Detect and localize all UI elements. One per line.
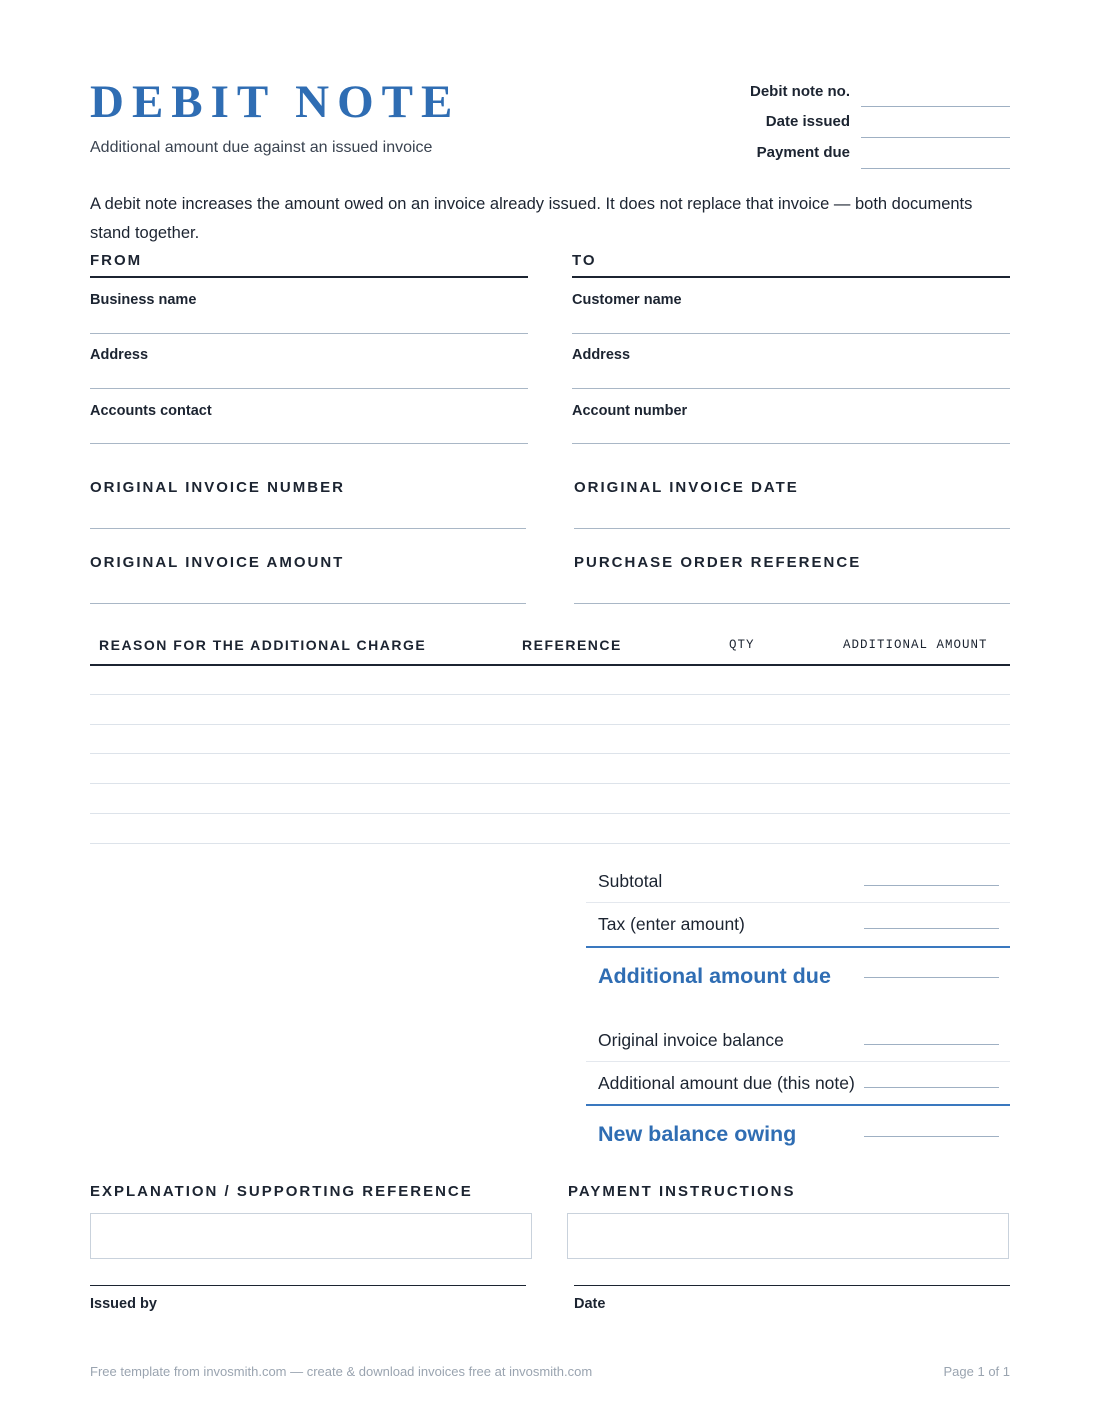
date-issued-field[interactable] xyxy=(861,137,1010,138)
from-address-label: Address xyxy=(90,347,149,363)
date-issued-label: Date issued xyxy=(765,113,850,130)
signature-date-label: Date xyxy=(574,1296,606,1312)
to-rule xyxy=(572,276,1010,278)
additional-this-note-field[interactable] xyxy=(864,1087,999,1088)
table-header-rule xyxy=(90,664,1010,666)
original-invoice-number-field[interactable] xyxy=(90,528,526,529)
balance-separator xyxy=(586,1061,1010,1062)
table-row[interactable] xyxy=(90,694,1010,695)
original-invoice-date-label: ORIGINAL INVOICE DATE xyxy=(574,479,799,496)
purchase-order-reference-field[interactable] xyxy=(574,603,1010,604)
original-invoice-balance-field[interactable] xyxy=(864,1044,999,1045)
issued-by-label: Issued by xyxy=(90,1296,157,1312)
balance-blue-rule xyxy=(586,1104,1010,1106)
column-header-reference: REFERENCE xyxy=(522,637,622,653)
payment-instructions-heading: PAYMENT INSTRUCTIONS xyxy=(568,1183,796,1200)
new-balance-owing-label: New balance owing xyxy=(598,1122,797,1146)
original-invoice-balance-label: Original invoice balance xyxy=(598,1030,784,1050)
explanation-box[interactable] xyxy=(90,1213,532,1259)
signature-date-line[interactable] xyxy=(574,1285,1010,1286)
purchase-order-reference-label: PURCHASE ORDER REFERENCE xyxy=(574,554,862,571)
debit-note-no-label: Debit note no. xyxy=(750,83,850,100)
original-invoice-amount-label: ORIGINAL INVOICE AMOUNT xyxy=(90,554,345,571)
payment-due-label: Payment due xyxy=(756,144,850,161)
original-invoice-date-field[interactable] xyxy=(574,528,1010,529)
tax-label: Tax (enter amount) xyxy=(598,914,745,934)
original-invoice-amount-field[interactable] xyxy=(90,603,526,604)
intro-paragraph: A debit note increases the amount owed on an invoice already issued. It does not replace that invoice — both documents stand together. xyxy=(90,195,973,242)
to-address-label: Address xyxy=(572,347,631,363)
customer-name-field[interactable] xyxy=(572,333,1010,334)
additional-amount-due-label: Additional amount due xyxy=(598,964,831,988)
accounts-contact-label: Accounts contact xyxy=(90,403,212,419)
business-name-field[interactable] xyxy=(90,333,528,334)
additional-this-note-label: Additional amount due (this note) xyxy=(598,1073,855,1093)
tax-field[interactable] xyxy=(864,928,999,929)
business-name-label: Business name xyxy=(90,292,197,308)
subtotal-label: Subtotal xyxy=(598,871,663,891)
from-heading: FROM xyxy=(90,252,143,269)
document-title: DEBIT NOTE xyxy=(90,76,461,128)
column-header-additional-amount: ADDITIONAL AMOUNT xyxy=(843,638,988,652)
totals-blue-rule xyxy=(586,946,1010,948)
account-number-label: Account number xyxy=(572,403,688,419)
column-header-reason: REASON FOR THE ADDITIONAL CHARGE xyxy=(99,637,427,653)
table-row[interactable] xyxy=(90,843,1010,844)
footer-credit: Free template from invosmith.com — create & download invoices free at invosmith.com xyxy=(90,1364,593,1379)
document-subtitle: Additional amount due against an issued invoice xyxy=(90,139,433,156)
issued-by-line[interactable] xyxy=(90,1285,526,1286)
from-address-field[interactable] xyxy=(90,388,528,389)
customer-name-label: Customer name xyxy=(572,292,682,308)
table-row[interactable] xyxy=(90,783,1010,784)
explanation-heading: EXPLANATION / SUPPORTING REFERENCE xyxy=(90,1183,473,1200)
to-heading: TO xyxy=(572,252,597,269)
from-rule xyxy=(90,276,528,278)
table-row[interactable] xyxy=(90,753,1010,754)
subtotal-field[interactable] xyxy=(864,885,999,886)
table-row[interactable] xyxy=(90,724,1010,725)
to-address-field[interactable] xyxy=(572,388,1010,389)
payment-instructions-box[interactable] xyxy=(567,1213,1009,1259)
additional-amount-due-field[interactable] xyxy=(864,977,999,978)
page-number: Page 1 of 1 xyxy=(943,1364,1010,1379)
payment-due-field[interactable] xyxy=(861,168,1010,169)
totals-separator xyxy=(586,902,1010,903)
accounts-contact-field[interactable] xyxy=(90,443,528,444)
new-balance-owing-field[interactable] xyxy=(864,1136,999,1137)
account-number-field[interactable] xyxy=(572,443,1010,444)
original-invoice-number-label: ORIGINAL INVOICE NUMBER xyxy=(90,479,345,496)
column-header-qty: QTY xyxy=(729,638,755,652)
table-row[interactable] xyxy=(90,813,1010,814)
debit-note-no-field[interactable] xyxy=(861,106,1010,107)
